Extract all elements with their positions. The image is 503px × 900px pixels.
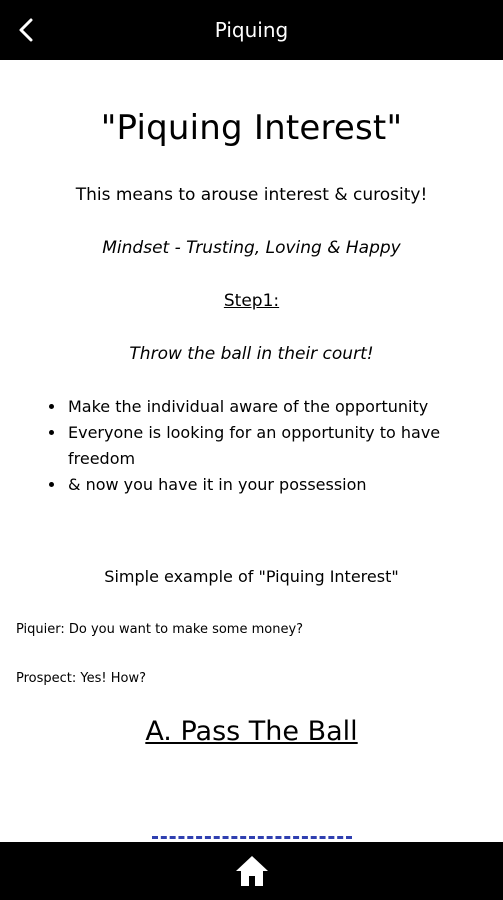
page-title: "Piquing Interest" xyxy=(100,108,403,148)
link-underline xyxy=(152,836,352,839)
home-button[interactable] xyxy=(230,849,274,893)
step-detail: Throw the ball in their court! xyxy=(129,344,374,364)
top-app-bar xyxy=(0,0,503,60)
dialog-line-piquier: Piquier: Do you want to make some money? xyxy=(16,622,304,637)
back-button[interactable] xyxy=(6,10,46,50)
subtitle-text: This means to arouse interest & curosity! xyxy=(75,185,428,205)
bottom-nav-bar xyxy=(0,842,503,900)
list-item: • Everyone is looking for an opportunity to have freedom xyxy=(66,420,503,472)
partially-visible-link[interactable] xyxy=(0,832,503,842)
pass-the-ball-link[interactable]: A. Pass The Ball xyxy=(145,716,358,747)
mindset-text: Mindset - Trusting, Loving & Happy xyxy=(102,238,401,258)
step-label: Step1: xyxy=(223,291,280,311)
example-heading: Simple example of "Piquing Interest" xyxy=(104,567,399,586)
list-item: • Make the individual aware of the opportunity xyxy=(66,394,503,420)
dialog-line-prospect: Prospect: Yes! How? xyxy=(16,671,146,686)
list-item: • & now you have it in your possession xyxy=(66,472,503,498)
home-icon xyxy=(234,854,270,888)
content-area[interactable] xyxy=(0,60,503,842)
screen-title: Piquing xyxy=(214,18,289,42)
bullet-list xyxy=(44,394,503,498)
chevron-left-icon xyxy=(17,17,35,43)
